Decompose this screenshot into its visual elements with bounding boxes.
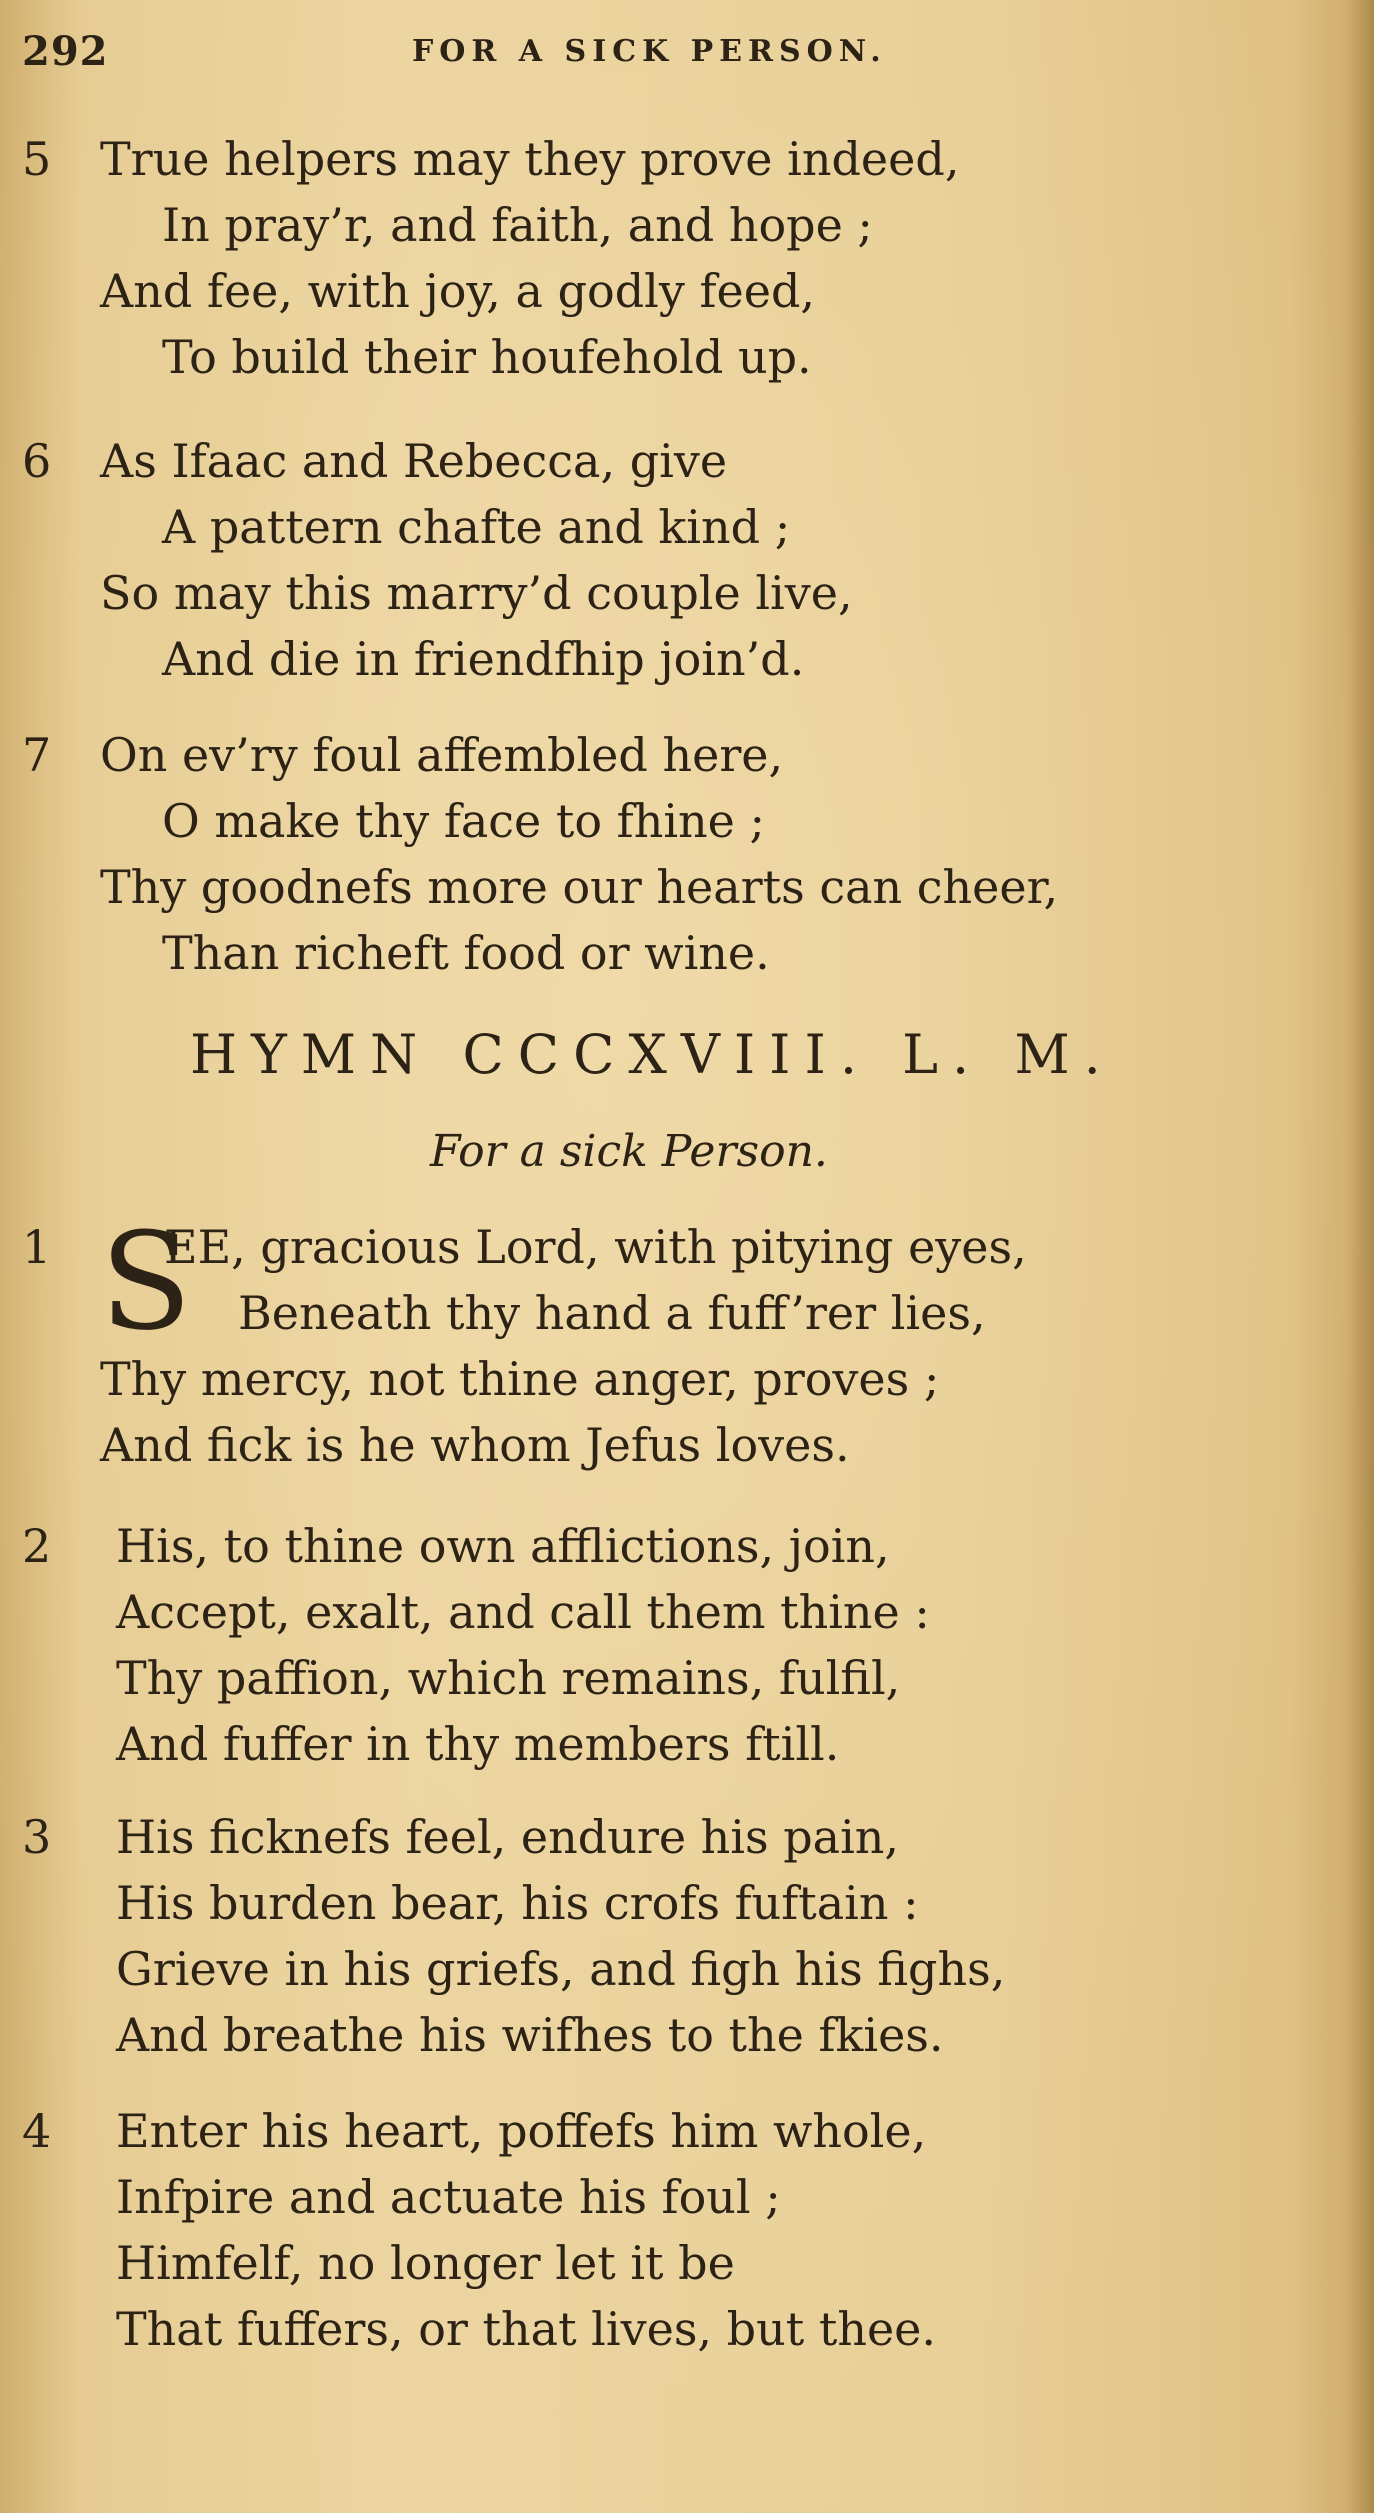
page-number: 292 [22, 28, 109, 75]
verse-line: On ev’ry foul affembled here, [100, 728, 784, 782]
verse-line: Than richeft food or wine. [162, 926, 770, 980]
stanza-number: 3 [22, 1810, 52, 1864]
running-title: FOR A SICK PERSON. [412, 34, 887, 69]
verse-line: So may this marry’d couple live, [100, 566, 853, 620]
verse-line: EE, gracious Lord, with pitying eyes, [164, 1220, 1027, 1274]
verse-line: As Ifaac and Rebecca, give [100, 434, 728, 488]
verse-line: And fick is he whom Jefus loves. [100, 1418, 850, 1472]
verse-line: Thy goodnefs more our hearts can cheer, [100, 860, 1059, 914]
running-head [22, 28, 1022, 78]
stanza-number: 2 [22, 1519, 52, 1573]
stanza-number: 5 [22, 132, 52, 186]
verse-line: To build their houfehold up. [162, 330, 812, 384]
verse-line: His ficknefs feel, endure his pain, [116, 1810, 900, 1864]
drop-cap: S [100, 1204, 192, 1360]
stanza-number: 7 [22, 728, 52, 782]
verse-line: And die in friendfhip join’d. [162, 632, 805, 686]
verse-line: Thy paffion, which remains, fulfil, [116, 1651, 901, 1705]
verse-line: And fee, with joy, a godly feed, [100, 264, 816, 318]
page-edge-shadow [1346, 0, 1374, 2513]
verse-line: His, to thine own afflictions, join, [116, 1519, 890, 1573]
hymn-subtitle: For a sick Person. [430, 1126, 828, 1177]
verse-line: O make thy face to fhine ; [162, 794, 766, 848]
verse-line: And fuffer in thy members ftill. [116, 1717, 840, 1771]
verse-line: Enter his heart, poffefs him whole, [116, 2104, 927, 2158]
verse-line: Infpire and actuate his foul ; [116, 2170, 781, 2224]
verse-line: Himfelf, no longer let it be [116, 2236, 735, 2290]
verse-line: That fuffers, or that lives, but thee. [116, 2302, 937, 2356]
verse-line: In pray’r, and faith, and hope ; [162, 198, 873, 252]
stanza-number: 6 [22, 434, 52, 488]
verse-line: A pattern chafte and kind ; [162, 500, 791, 554]
verse-line: Accept, exalt, and call them thine : [116, 1585, 930, 1639]
verse-line: True helpers may they prove indeed, [100, 132, 960, 186]
verse-line: His burden bear, his crofs fuftain : [116, 1876, 919, 1930]
verse-line: Beneath thy hand a fuff’rer lies, [238, 1286, 986, 1340]
stanza-number: 4 [22, 2104, 52, 2158]
hymn-title: HYMN CCCXVIII. L. M. [190, 1023, 1115, 1086]
verse-line: Grieve in his griefs, and figh his fighs, [116, 1942, 1006, 1996]
verse-line: And breathe his wifhes to the fkies. [116, 2008, 944, 2062]
verse-line: Thy mercy, not thine anger, proves ; [100, 1352, 940, 1406]
stanza-number: 1 [22, 1220, 52, 1274]
